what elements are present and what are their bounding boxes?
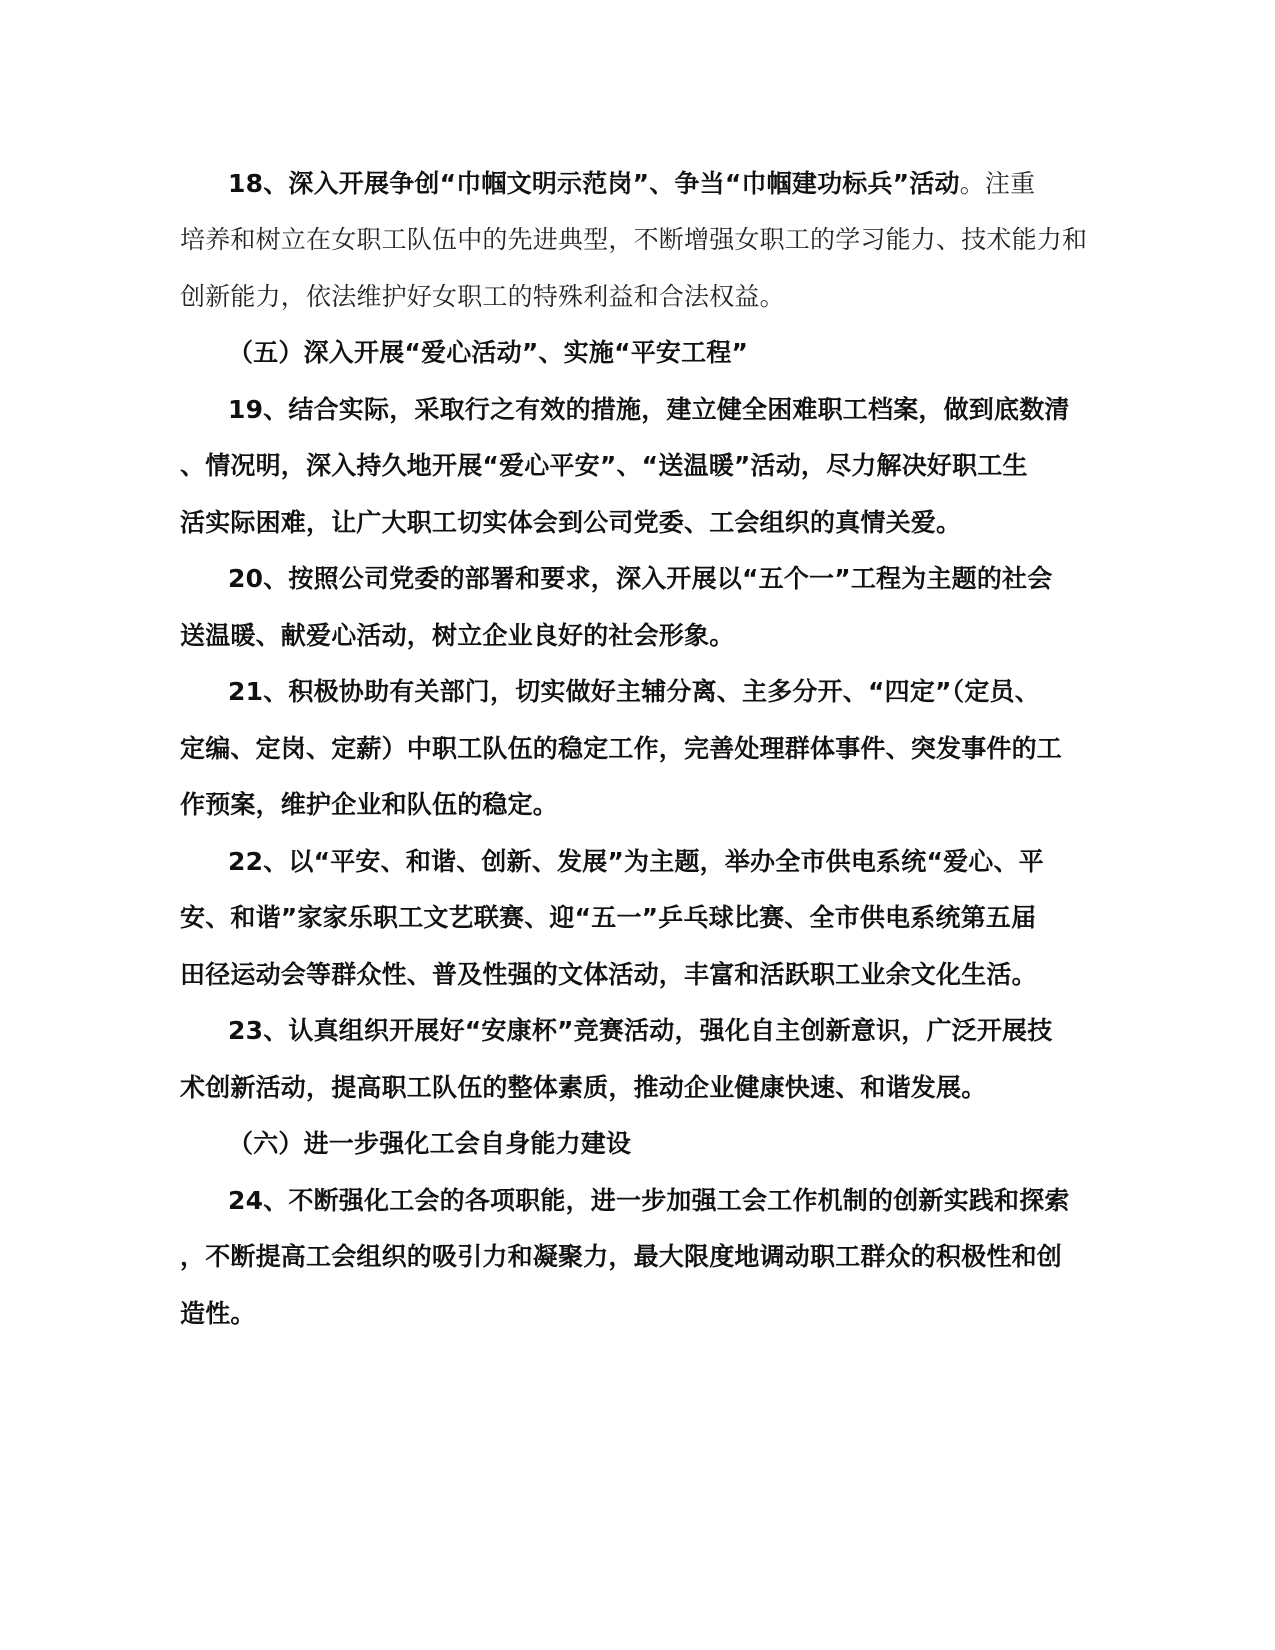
paragraph-21-line-3: 作预案，维护企业和队伍的稳定。 — [180, 790, 559, 819]
paragraph-24-line-1: 24、不断强化工会的各项职能，进一步加强工会工作机制的创新实践和探索 — [228, 1186, 1070, 1215]
paragraph-18-line-2: 培养和树立在女职工队伍中的先进典型，不断增强女职工的学习能力、技术能力和 — [180, 225, 1088, 254]
paragraph-18-line-3: 创新能力，依法维护好女职工的特殊利益和合法权益。 — [180, 282, 785, 311]
paragraph-24-line-3: 造性。 — [180, 1299, 256, 1328]
paragraph-23-line-1: 23、认真组织开展好“安康杯”竞赛活动，强化自主创新意识，广泛开展技 — [228, 1016, 1053, 1045]
paragraph-18-regular-text: 。注重 — [959, 169, 1036, 198]
section-heading-6: （六）进一步强化工会自身能力建设 — [228, 1129, 632, 1158]
paragraph-21-line-1: 21、积极协助有关部门，切实做好主辅分离、主多分开、“四定”（定员、 — [228, 677, 1040, 706]
paragraph-24-line-2: ，不断提高工会组织的吸引力和凝聚力，最大限度地调动职工群众的积极性和创 — [180, 1242, 1063, 1271]
paragraph-19-line-1: 19、结合实际，采取行之有效的措施，建立健全困难职工档案，做到底数清 — [228, 395, 1070, 424]
paragraph-18-bold-text: 18、深入开展争创“巾帼文明示范岗”、争当“巾帼建功标兵”活动 — [228, 169, 960, 198]
section-heading-5: （五）深入开展“爱心活动”、实施“平安工程” — [228, 338, 749, 367]
paragraph-20-line-1: 20、按照公司党委的部署和要求，深入开展以“五个一”工程为主题的社会 — [228, 564, 1053, 593]
paragraph-20-line-2: 送温暖、献爱心活动，树立企业良好的社会形象。 — [180, 621, 735, 650]
paragraph-21-line-2: 定编、定岗、定薪）中职工队伍的稳定工作，完善处理群体事件、突发事件的工 — [180, 734, 1063, 763]
paragraph-22-line-2: 安、和谐”家家乐职工文艺联赛、迎“五一”乒乓球比赛、全市供电系统第五届 — [180, 903, 1037, 932]
paragraph-22-line-3: 田径运动会等群众性、普及性强的文体活动，丰富和活跃职工业余文化生活。 — [180, 960, 1037, 989]
paragraph-22-line-1: 22、以“平安、和谐、创新、发展”为主题，举办全市供电系统“爱心、平 — [228, 847, 1044, 876]
paragraph-19-line-2: 、情况明，深入持久地开展“爱心平安”、“送温暖”活动，尽力解决好职工生 — [180, 451, 1028, 480]
paragraph-18-line-1 — [228, 167, 1035, 201]
paragraph-19-line-3: 活实际困难，让广大职工切实体会到公司党委、工会组织的真情关爱。 — [180, 508, 962, 537]
paragraph-23-line-2: 术创新活动，提高职工队伍的整体素质，推动企业健康快速、和谐发展。 — [180, 1073, 987, 1102]
